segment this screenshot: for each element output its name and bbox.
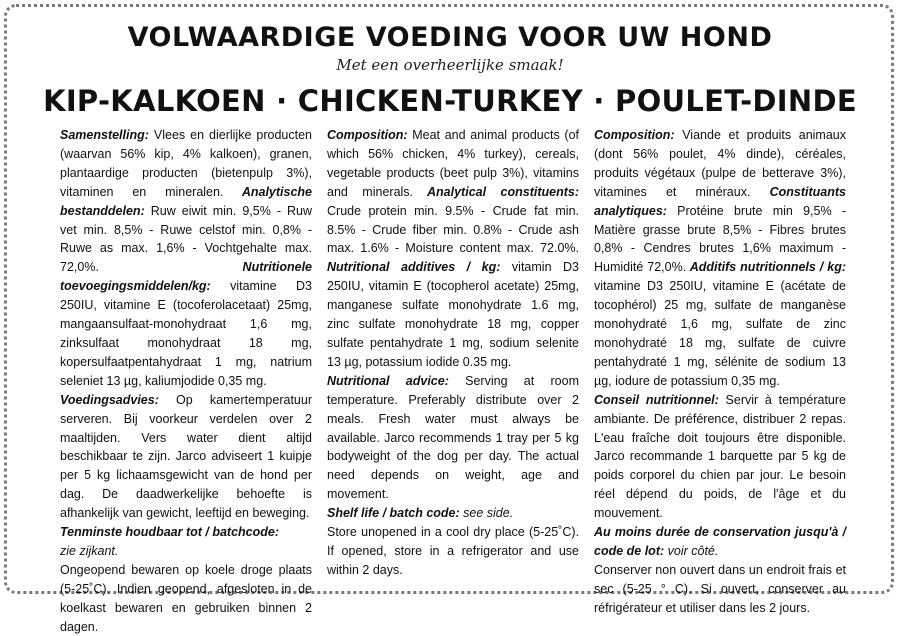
analytic-heading: Analytische bestanddelen: <box>60 184 312 218</box>
additives-text: vitamine D3 250IU, vitamine E (tocoferolacetaat) 25mg, mangaansulfaat-monohydraat 1,6 mg, zinksulfaat monohydraat 18 mg, kopersulfaatpentahydraat 1 mg, natrium seleniet 13 µg, kaliumjodide 0,35 mg. <box>60 279 312 388</box>
shelf-heading: Au moins durée de conservation jusqu'à / code de lot: <box>594 525 846 558</box>
composition-heading: Samenstelling: <box>60 128 149 142</box>
analytic-heading: Analytical constituents: <box>413 184 579 199</box>
composition-heading: Composition: <box>327 128 408 142</box>
shelf-heading-paragraph <box>60 523 312 542</box>
composition-text: Viande et produits animaux (dont 56% poulet, 4% dinde), céréales, produits végétaux (pulpe de betterave 3%), vitamines et minéraux. <box>594 128 846 199</box>
product-name: KIP-KALKOEN · CHICKEN-TURKEY · POULET-DINDE <box>43 84 857 118</box>
composition-text: Meat and animal products (of which 56% chicken, 4% turkey), cereals, vegetable products (beet pulp 3%), vitamins and minerals. <box>327 128 579 199</box>
shelf-text: see side. <box>459 506 514 521</box>
advice-heading: Voedingsadvies: <box>60 392 159 407</box>
analytic-text: Crude protein min. 9.5% - Crude fat min. 8.5% - Crude fiber min. 0.8% - Crude ash max. 1.6% - Moisture content max. 72.0%. <box>327 203 579 256</box>
additives-heading: Additifs nutritionnels / kg: <box>686 260 846 275</box>
shelf-heading: Shelf life / batch code: <box>327 506 460 521</box>
additives-heading: Nutritional additives / kg: <box>327 260 501 275</box>
analytic-text: Ruw eiwit min. 9,5% - Ruw vet min. 8,5% - Ruwe celstof min. 0,8% - Ruwe as max. 1,6% - Vochtgehalte max. 72,0%. <box>60 203 312 275</box>
composition-paragraph <box>60 126 312 391</box>
storage-text: Store unopened in a cool dry place (5-25˚C). If opened, store in a refrigerator and use within 2 days. <box>327 525 579 577</box>
additives-text: vitamin D3 250IU, vitamin E (tocopherol acetate) 25mg, manganese sulfate monohydrate 1.6 mg, zinc sulfate monohydrate 18 mg, copper sulfate pentahydrate 1 mg, sodium selenite 13 µg, potassium iodide 0.35 mg. <box>327 260 579 369</box>
advice-paragraph <box>60 391 312 523</box>
storage-paragraph <box>60 561 312 636</box>
tagline: Met een overheerlijke smaak! <box>336 56 564 74</box>
column-english <box>327 126 579 580</box>
advice-paragraph <box>327 372 579 504</box>
storage-text: Ongeopend bewaren op koele droge plaats (5-25˚C). Indien geopend, afgesloten in de koelkast bewaren en gebruiken binnen 2 dagen. <box>60 562 312 634</box>
analytic-heading: Constituants analytiques: <box>594 184 846 218</box>
advice-heading: Nutritional advice: <box>327 373 449 388</box>
composition-text: Vlees en dierlijke producten (waarvan 56% kip, 4% kalkoen), granen, plantaardige producten (bietenpulp 3%), vitaminen en mineralen. <box>60 128 312 199</box>
additives-text: vitamine D3 250IU, vitamine E (acétate de tocophérol) 25 mg, sulfate de manganèse monohydraté 1,6 mg, sulfate de zinc monohydraté 18 mg, sulfate de cuivre pentahydraté 1 mg, sélénite de sodium 13 µg, iodure de potassium 0,35 mg. <box>594 279 846 388</box>
composition-paragraph <box>327 126 579 372</box>
shelf-text-paragraph <box>60 542 312 561</box>
advice-heading: Conseil nutritionnel: <box>594 392 719 407</box>
shelf-paragraph <box>327 504 579 523</box>
storage-paragraph <box>327 523 579 580</box>
composition-heading: Composition: <box>594 128 675 142</box>
shelf-heading: Tenminste houdbaar tot / batchcode: <box>60 525 279 540</box>
storage-paragraph <box>594 561 846 618</box>
analytic-text: Protéine brute min 9,5% - Matière grasse brute 8,5% - Fibres brutes 0,8% - Cendres brutes 1,6% maximum - Humidité 72,0%. <box>594 203 846 275</box>
composition-paragraph <box>594 126 846 391</box>
column-dutch <box>60 126 312 636</box>
page-title: VOLWAARDIGE VOEDING VOOR UW HOND <box>127 22 773 53</box>
advice-text: Op kamertemperatuur serveren. Bij voorkeur verdelen over 2 maaltijden. Vers water dient altijd beschikbaar te zijn. Jarco adviseert 1 kuipje per 5 kg lichaamsgewicht van de hond per dag. De daadwerkelijke behoefte is afhankelijk van gewicht, leeftijd en beweging. <box>60 392 312 521</box>
advice-paragraph <box>594 391 846 523</box>
storage-text: Conserver non ouvert dans un endroit frais et sec (5-25 ° C). Si ouvert, conserver au réfrigérateur et utiliser dans les 2 jours. <box>594 562 846 615</box>
shelf-paragraph <box>594 523 846 561</box>
advice-text: Serving at room temperature. Preferably distribute over 2 meals. Fresh water must always be available. Jarco recommends 1 tray per 5 kg bodyweight of the dog per day. The actual need depends on weight, age and movement. <box>327 373 579 502</box>
shelf-text: voir côté. <box>664 543 719 558</box>
additives-heading: Nutritionele toevoegingsmiddelen/kg: <box>60 260 312 294</box>
column-french <box>594 126 846 618</box>
shelf-text: zie zijkant. <box>60 543 119 558</box>
advice-text: Servir à température ambiante. De préférence, distribuer 2 repas. L'eau fraîche doit toujours être disponible. Jarco recommande 1 barquette par 5 kg de poids corporel du chien par jour. Le besoin réel dépend du poids, de l'âge et du mouvement. <box>594 392 846 521</box>
